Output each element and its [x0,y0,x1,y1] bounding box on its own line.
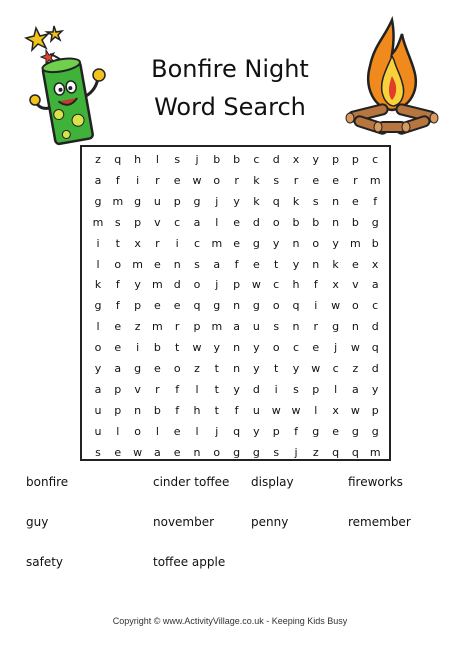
grid-letter[interactable]: b [292,215,300,229]
grid-letter[interactable]: c [292,341,300,355]
grid-letter[interactable]: g [252,236,260,250]
grid-letter[interactable]: a [352,382,359,396]
grid-letter[interactable]: b [213,153,221,166]
grid-letter[interactable]: q [371,341,379,355]
grid-letter[interactable]: b [153,403,161,417]
grid-letter[interactable]: o [173,362,181,375]
grid-letter[interactable]: n [292,320,300,334]
grid-letter[interactable]: p [272,424,280,438]
grid-letter[interactable]: p [351,153,359,166]
grid-letter[interactable]: x [371,257,379,271]
grid-letter[interactable]: m [350,236,361,250]
grid-letter[interactable]: b [153,341,161,355]
word-item: cinder toffee [153,475,230,489]
grid-letter[interactable]: c [372,153,379,166]
grid-letter[interactable]: m [211,320,223,334]
grid-letter[interactable]: p [173,194,181,208]
grid-letter[interactable]: o [272,215,280,229]
grid-letter[interactable]: e [173,445,181,459]
grid-letter[interactable]: a [193,215,201,229]
grid-letter[interactable]: g [134,194,142,208]
grid-letter[interactable]: w [350,341,360,355]
grid-letter[interactable]: g [252,299,260,313]
word-item: november [153,515,215,529]
word-item: fireworks [348,475,403,489]
grid-letter[interactable]: x [332,403,339,417]
grid-letter[interactable]: f [175,382,180,396]
grid-letter[interactable]: p [332,153,340,166]
grid-letter[interactable]: r [353,173,358,187]
word-item: display [251,475,294,489]
grid-letter[interactable]: y [272,236,280,250]
grid-letter[interactable]: u [252,403,260,417]
grid-letter[interactable]: m [112,194,124,208]
grid-letter[interactable]: l [195,424,199,438]
grid-letter[interactable]: y [312,153,320,166]
grid-letter[interactable]: b [351,215,359,229]
grid-letter[interactable]: s [174,153,181,166]
grid-letter[interactable]: e [352,257,359,271]
grid-letter[interactable]: t [274,362,279,375]
grid-letter[interactable]: x [332,278,339,292]
grid-letter[interactable]: g [371,215,379,229]
grid-letter[interactable]: h [193,403,201,417]
grid-letter[interactable]: l [155,153,159,166]
grid-letter[interactable]: i [136,173,140,187]
grid-letter[interactable]: y [253,424,260,438]
grid-letter[interactable]: y [292,362,300,375]
grid-letter[interactable]: n [233,362,241,375]
grid-letter[interactable]: j [195,153,199,166]
grid-letter[interactable]: y [213,341,221,355]
grid-letter[interactable]: p [114,382,122,396]
grid-letter[interactable]: w [133,445,143,459]
grid-letter[interactable]: s [273,445,280,459]
grid-letter[interactable]: f [313,278,318,292]
grid-letter[interactable]: l [195,382,199,396]
grid-letter[interactable]: k [94,278,102,292]
grid-letter[interactable]: c [332,362,339,375]
grid-letter[interactable]: l [155,424,159,438]
grid-letter[interactable]: t [214,403,219,417]
grid-letter[interactable]: f [234,403,239,417]
grid-letter[interactable]: u [94,424,102,438]
grid-letter[interactable]: k [253,173,260,187]
grid-letter[interactable]: w [271,403,281,417]
word-item: remember [348,515,411,529]
title-line-1: Bonfire Night [151,55,309,83]
grid-letter[interactable]: u [94,403,102,417]
grid-letter[interactable]: m [152,278,163,292]
grid-letter[interactable]: l [96,320,100,334]
grid-letter[interactable]: d [173,278,181,292]
grid-letter[interactable]: e [173,299,181,313]
word-search-grid [80,145,391,461]
grid-letter[interactable]: e [154,257,161,271]
grid-letter[interactable]: c [253,153,260,166]
grid-letter[interactable]: o [352,299,359,313]
grid-letter[interactable]: n [233,299,241,313]
grid-letter[interactable]: i [274,382,278,396]
word-item: penny [251,515,289,529]
grid-letter[interactable]: e [233,215,240,229]
grid-letter[interactable]: w [311,362,321,375]
title-line-2: Word Search [154,93,306,121]
grid-letter[interactable]: a [94,173,102,187]
grid-letter[interactable]: u [153,194,161,208]
grid-letter[interactable]: n [312,257,320,271]
grid-letter[interactable]: q [272,194,280,208]
grid-letter[interactable]: m [92,215,104,229]
grid-letter[interactable]: r [313,320,319,334]
grid-letter[interactable]: h [292,278,300,292]
grid-letter[interactable]: o [134,424,141,438]
grid-letter[interactable]: q [332,445,340,459]
grid-letter[interactable]: n [332,194,340,208]
grid-letter[interactable]: o [213,445,221,459]
grid-letter[interactable]: l [334,382,338,396]
grid-letter[interactable]: h [134,153,142,166]
grid-letter[interactable]: p [312,382,320,396]
grid-letter[interactable]: d [252,215,260,229]
grid-letter[interactable]: s [312,194,319,208]
grid-letter[interactable]: r [155,382,160,396]
grid-letter[interactable]: x [292,153,300,166]
grid-letter[interactable]: r [155,236,160,250]
grid-letter[interactable]: a [371,278,379,292]
grid-letter[interactable]: n [134,403,142,417]
grid-letter[interactable]: d [252,382,260,396]
grid-letter[interactable]: e [154,362,161,375]
word-item: safety [26,555,64,569]
grid-letter[interactable]: c [372,299,379,313]
grid-letter[interactable]: q [114,153,122,166]
grid-letter[interactable]: p [371,403,379,417]
grid-letter[interactable]: n [332,215,340,229]
grid-letter[interactable]: s [114,215,121,229]
grid-letter[interactable]: p [134,215,142,229]
grid-letter[interactable]: t [214,382,219,396]
grid-letter[interactable]: o [312,236,320,250]
grid-letter[interactable]: w [291,403,301,417]
grid-letter[interactable]: f [294,424,298,438]
grid-letter[interactable]: d [371,362,379,375]
copyright-footer: Copyright © www.ActivityVillage.co.uk - Keeping Kids Busy [112,616,348,626]
grid-letter[interactable]: y [371,382,379,396]
grid-letter[interactable]: e [352,194,359,208]
grid-letter[interactable]: s [273,320,280,334]
grid-letter[interactable]: t [274,257,279,271]
grid-letter[interactable]: i [136,341,140,355]
grid-letter[interactable]: n [351,320,359,334]
grid-letter[interactable]: j [294,445,298,459]
grid-letter[interactable]: a [213,257,221,271]
grid-letter[interactable]: o [213,173,221,187]
grid-letter[interactable]: s [273,173,280,187]
grid-letter[interactable]: e [114,320,122,334]
grid-letter[interactable]: q [292,299,300,313]
grid-letter[interactable]: r [155,173,160,187]
grid-letter[interactable]: l [116,424,120,438]
grid-letter[interactable]: m [132,257,143,271]
grid-letter[interactable]: w [192,341,202,355]
grid-letter[interactable]: f [373,194,378,208]
grid-letter[interactable]: f [115,278,120,292]
grid-letter[interactable]: z [194,362,200,375]
grid-letter[interactable]: y [292,257,300,271]
grid-letter[interactable]: g [134,362,142,375]
grid-letter[interactable]: y [332,236,339,250]
grid-letter[interactable]: o [94,341,102,355]
grid-letter[interactable]: j [334,341,338,355]
grid-letter[interactable]: y [233,194,240,208]
grid-letter[interactable]: g [233,445,241,459]
grid-letter[interactable]: e [173,424,181,438]
grid-letter[interactable]: n [193,445,201,459]
grid-letter[interactable]: m [369,445,381,459]
grid-letter[interactable]: l [96,257,100,271]
grid-letter[interactable]: q [351,445,359,459]
grid-letter[interactable]: w [331,299,341,313]
grid-letter[interactable]: c [273,278,280,292]
grid-letter[interactable]: w [251,278,261,292]
grid-letter[interactable]: t [175,341,180,355]
grid-letter[interactable]: t [115,236,120,250]
grid-letter[interactable]: e [312,341,320,355]
grid-letter[interactable]: s [194,257,200,271]
grid-letter[interactable]: z [134,320,141,334]
grid-letter[interactable]: j [215,194,219,208]
grid-letter[interactable]: b [312,215,320,229]
grid-letter[interactable]: w [192,173,202,187]
word-item: bonfire [26,475,69,489]
grid-letter[interactable]: x [134,236,141,250]
grid-letter[interactable]: a [94,382,102,396]
grid-letter[interactable]: c [193,236,201,250]
grid-letter[interactable]: g [94,299,102,313]
grid-letter[interactable]: q [233,424,241,438]
grid-letter[interactable]: e [114,341,122,355]
grid-letter[interactable]: r [174,320,180,334]
grid-letter[interactable]: y [233,382,240,396]
grid-letter[interactable]: f [115,299,120,313]
grid-letter[interactable]: g [371,424,379,438]
grid-letter[interactable]: n [292,236,300,250]
grid-letter[interactable]: r [234,173,239,187]
grid-letter[interactable]: p [114,403,122,417]
grid-letter[interactable]: r [293,173,299,187]
grid-letter[interactable]: n [233,341,241,355]
grid-letter[interactable]: p [233,278,241,292]
grid-letter[interactable]: m [369,173,381,187]
grid-letter[interactable]: o [193,278,201,292]
grid-letter[interactable]: j [215,278,219,292]
grid-letter[interactable]: y [253,362,260,375]
grid-letter[interactable]: d [272,153,280,166]
grid-letter[interactable]: z [352,362,359,375]
grid-letter[interactable]: v [154,215,161,229]
grid-letter[interactable]: a [233,320,240,334]
grid-letter[interactable]: e [253,257,260,271]
grid-letter[interactable]: m [211,236,223,250]
grid-letter[interactable]: y [253,341,260,355]
grid-letter[interactable]: e [173,173,181,187]
grid-letter[interactable]: v [352,278,359,292]
grid-letter[interactable]: z [95,153,101,166]
grid-letter[interactable]: p [193,320,201,334]
grid-letter[interactable]: o [272,341,280,355]
grid-letter[interactable]: k [332,257,339,271]
grid-letter[interactable]: u [252,320,260,334]
grid-letter[interactable]: g [213,299,221,313]
grid-letter[interactable]: e [332,173,339,187]
grid-letter[interactable]: a [154,445,161,459]
grid-letter[interactable]: i [96,236,100,250]
grid-letter[interactable]: b [371,236,379,250]
grid-letter[interactable]: g [252,445,260,459]
grid-letter[interactable]: j [215,424,219,438]
grid-letter[interactable]: z [312,445,319,459]
grid-letter[interactable]: f [234,257,239,271]
grid-letter[interactable]: e [154,299,161,313]
grid-letter[interactable]: p [134,299,142,313]
grid-letter[interactable]: k [253,194,260,208]
grid-letter[interactable]: e [233,236,240,250]
grid-letter[interactable]: a [114,362,122,375]
grid-letter[interactable]: y [134,278,141,292]
grid-letter[interactable]: g [351,424,359,438]
grid-letter[interactable]: q [193,299,201,313]
grid-letter[interactable]: i [314,299,318,313]
grid-letter[interactable]: m [152,320,163,334]
grid-letter[interactable]: k [292,194,300,208]
grid-letter[interactable]: o [114,257,122,271]
grid-letter[interactable]: v [134,382,141,396]
grid-letter[interactable]: g [332,320,340,334]
grid-letter[interactable]: o [272,299,280,313]
word-item: guy [26,515,49,529]
grid-letter[interactable]: g [312,424,320,438]
grid-letter[interactable]: f [115,173,120,187]
grid-letter[interactable]: g [193,194,201,208]
grid-letter[interactable]: n [173,257,181,271]
grid-letter[interactable]: w [350,403,360,417]
grid-letter[interactable]: t [214,362,219,375]
grid-letter[interactable]: l [314,403,318,417]
grid-letter[interactable]: g [94,194,102,208]
grid-letter[interactable]: s [95,445,101,459]
grid-letter[interactable]: e [332,424,339,438]
grid-letter[interactable]: l [215,215,219,229]
word-item: toffee apple [153,555,226,569]
grid-letter[interactable]: e [114,445,122,459]
grid-letter[interactable]: f [175,403,180,417]
grid-letter[interactable]: e [312,173,320,187]
grid-letter[interactable]: b [233,153,241,166]
grid-letter[interactable]: s [293,382,299,396]
grid-letter[interactable]: i [175,236,179,250]
grid-letter[interactable]: d [371,320,379,334]
grid-letter[interactable]: c [174,215,181,229]
grid-letter[interactable]: y [94,362,102,375]
